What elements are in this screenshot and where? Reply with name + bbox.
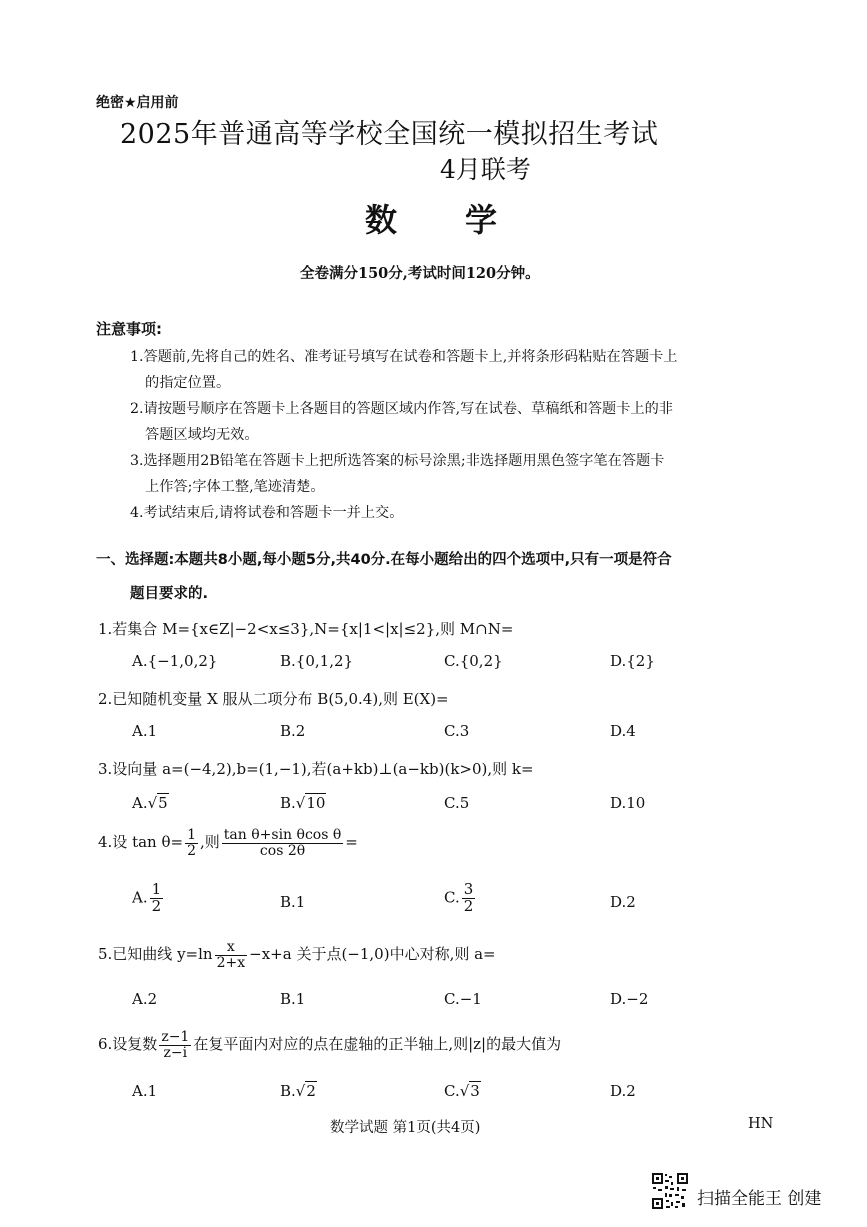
- q2-option-a: A.1: [132, 722, 158, 740]
- notice-title: 注意事项:: [96, 320, 162, 338]
- region-code: HN: [748, 1116, 774, 1132]
- qr-code-icon: [651, 1172, 689, 1210]
- fraction: $\frac{x}{2+x}$: [216, 939, 246, 971]
- q4-option-b: B.1: [280, 893, 306, 911]
- sqrt-symbol: √5: [147, 794, 168, 812]
- question-2-stem: 2.已知随机变量 X 服从二项分布 B(5,0.4),则 E(X)=: [98, 690, 449, 708]
- notice-line: 上作答;字体工整,笔迹清楚。: [145, 479, 325, 495]
- q3-option-a: A.√5: [132, 794, 168, 812]
- notice-line: 3.选择题用2B铅笔在答题卡上把所选答案的标号涂黑;非选择题用黑色签字笔在答题卡: [130, 453, 665, 469]
- fraction: $\frac{z-1}{z-i}$: [161, 1029, 190, 1061]
- sqrt-symbol: √10: [295, 794, 326, 812]
- q1-option-c: C.{0,2}: [444, 652, 503, 670]
- question-5-stem: 5.已知曲线 y=ln $\frac{x}{2+x}$ −x+a 关于点(−1,0)中心对称,则 a=: [98, 939, 496, 971]
- fraction: $\frac{3}{2}$: [463, 880, 474, 915]
- q5-option-a: A.2: [132, 990, 158, 1008]
- fraction: $\frac{1}{2}$: [151, 880, 162, 915]
- q4-option-c: C. $\frac{3}{2}$: [444, 880, 474, 915]
- q6-option-d: D.2: [610, 1082, 636, 1100]
- q6-option-a: A.1: [132, 1082, 158, 1100]
- section-heading: 一、选择题:本题共8小题,每小题5分,共40分.在每小题给出的四个选项中,只有一项是符合: [96, 552, 672, 568]
- q3-option-b: B.√10: [280, 794, 326, 812]
- section-heading-cont: 题目要求的.: [130, 586, 209, 602]
- q2-option-c: C.3: [444, 722, 470, 740]
- notice-line: 4.考试结束后,请将试卷和答题卡一并上交。: [130, 505, 404, 521]
- question-6-stem: 6.设复数 $\frac{z-1}{z-i}$ 在复平面内对应的点在虚轴的正半轴上,则|z|的最大值为: [98, 1029, 562, 1061]
- question-4-stem: 4.设 tan θ= $\frac{1}{2}$ ,则 $\frac{\text{tan θ+sin θcos θ}}{\cos 2\theta}$ =: [98, 827, 358, 859]
- fraction: $\frac{1}{2}$: [187, 827, 197, 859]
- notice-line: 1.答题前,先将自己的姓名、准考证号填写在试卷和答题卡上,并将条形码粘贴在答题卡上: [130, 349, 678, 365]
- q6-option-c: C.√3: [444, 1082, 480, 1100]
- confidential-label: 绝密★启用前: [96, 95, 179, 111]
- notice-line: 答题区域均无效。: [145, 427, 259, 443]
- notice-line: 2.请按题号顺序在答题卡上各题目的答题区域内作答,写在试卷、草稿纸和答题卡上的非: [130, 401, 673, 417]
- q2-option-b: B.2: [280, 722, 306, 740]
- q6-option-b: B.√2: [280, 1082, 316, 1100]
- page-footer: 数学试题 第1页(共4页): [330, 1120, 481, 1136]
- scanner-watermark: 扫描全能王 创建: [697, 1189, 822, 1209]
- subject-heading: 数学: [365, 201, 566, 239]
- question-1-stem: 1.若集合 M={x∈Z|−2<x≤3},N={x|1<|x|≤2},则 M∩N=: [98, 620, 514, 638]
- sqrt-symbol: √2: [295, 1082, 316, 1100]
- q1-option-a: A.{−1,0,2}: [132, 652, 218, 670]
- q1-option-b: B.{0,1,2}: [280, 652, 354, 670]
- sqrt-symbol: √3: [459, 1082, 480, 1100]
- q5-option-d: D.−2: [610, 990, 649, 1008]
- q4-option-d: D.2: [610, 893, 636, 911]
- q3-option-c: C.5: [444, 794, 470, 812]
- q3-option-d: D.10: [610, 794, 646, 812]
- q4-option-a: A. $\frac{1}{2}$: [132, 880, 162, 915]
- notice-line: 的指定位置。: [145, 375, 231, 391]
- q1-option-d: D.{2}: [610, 652, 655, 670]
- q5-option-c: C.−1: [444, 990, 482, 1008]
- question-3-stem: 3.设向量 a=(−4,2),b=(1,−1),若(a+kb)⊥(a−kb)(k>0),则 k=: [98, 760, 534, 778]
- exam-subtitle: 4月联考: [440, 155, 531, 184]
- fraction: $\frac{\text{tan θ+sin θcos θ}}{\cos 2\theta}$: [223, 827, 342, 859]
- q2-option-d: D.4: [610, 722, 636, 740]
- score-info: 全卷满分150分,考试时间120分钟。: [300, 265, 540, 282]
- q5-option-b: B.1: [280, 990, 306, 1008]
- exam-title: 2025年普通高等学校全国统一模拟招生考试: [120, 119, 659, 150]
